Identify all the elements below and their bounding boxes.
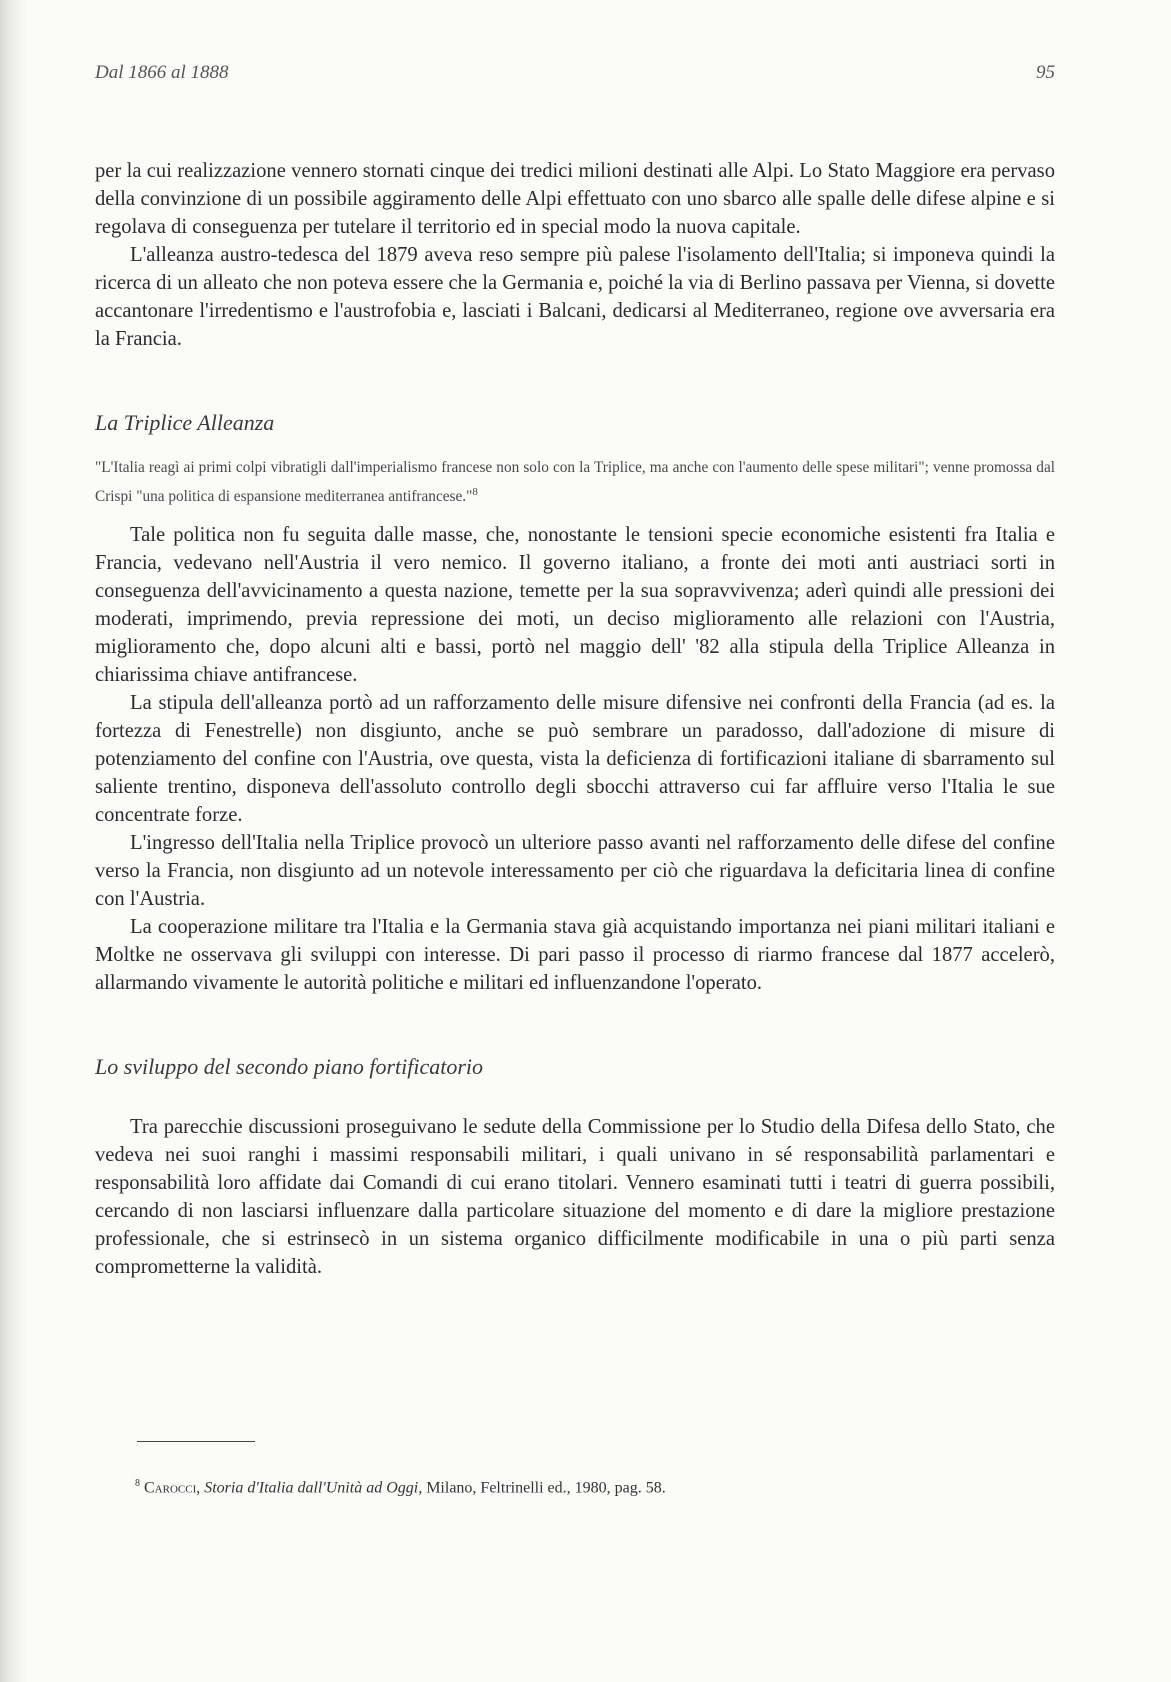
page-number: 95 bbox=[1036, 62, 1055, 83]
page-gutter-shadow bbox=[0, 0, 28, 1682]
footnote-details: Milano, Feltrinelli ed., 1980, pag. 58. bbox=[426, 1479, 666, 1497]
paragraph: L'alleanza austro-tedesca del 1879 aveva reso sempre più palese l'isolamento dell'Italia; si imponeva quindi la ricerca di un alleato che non poteva essere che la Germania e, poiché la via di Berlino passava per Vienna, si dovette accantonare l'irredentismo e l'austrofobia e, lasciati i Balcani, dedicarsi al Mediterraneo, regione ove avversaria era la Francia. bbox=[95, 244, 1055, 350]
paragraph: Tra parecchie discussioni proseguivano le sedute della Commissione per lo Studio della Difesa dello Stato, che vedeva nei suoi ranghi i massimi responsabili militari, i quali univano in sé responsabilità parlamentari e responsabilità loro affidate dai Comandi di cui erano titolari. Vennero esaminati tutti i teatri di guerra possibili, cercando di non lasciarsi influenzare dalla particolare situazione del momento e di dare la migliore prestazione professionale, che si estrinsecò in un sistema organico difficilmente modificabile in una o più parti senza comprometterne la validità. bbox=[95, 1116, 1055, 1279]
block-quote bbox=[95, 455, 1055, 509]
paragraph: L'ingresso dell'Italia nella Triplice provocò un ulteriore passo avanti nel rafforzamento delle difese del confine verso la Francia, non disgiunto ad un notevole interessamento per ciò che riguardava la deficitaria linea di confine con l'Austria. bbox=[95, 832, 1055, 911]
footnote-number: 8 bbox=[135, 1478, 140, 1489]
quote-text: "L'Italia reagì ai primi colpi vibratigli dall'imperialismo francese non solo con la Triplice, ma anche con l'aumento delle spese militari"; venne promossa dal Crispi "una politica di espansione mediterranea antifrancese." bbox=[95, 459, 1055, 506]
paragraph: La stipula dell'alleanza portò ad un rafforzamento delle misure difensive nei confronti della Francia (ad es. la fortezza di Fenestrelle) non disgiunto, anche se può sembrare un paradosso, dall'adozione di misure di potenziamento del confine con l'Austria, ove questa, vista la deficienza di fortificazioni italiane di sbarramento sul saliente trentino, disponeva dell'assoluto controllo degli sbocchi attraverso cui far affluire verso l'Italia le sue concentrate forze. bbox=[95, 692, 1055, 827]
running-title: Dal 1866 al 1888 bbox=[95, 62, 229, 83]
paragraph: Tale politica non fu seguita dalle masse, che, nonostante le tensioni specie economiche esistenti fra Italia e Francia, vedevano nell'Austria il vero nemico. Il governo italiano, a fronte dei moti anti austriaci sorti in conseguenza dell'avvicinamento a questa nazione, temette per la sua sopravvivenza; aderì quindi alle pressioni dei moderati, imprimendo, previa repressione dei moti, un deciso miglioramento alle relazioni con l'Austria, miglioramento che, dopo alcuni alti e bassi, portò nel maggio dell' '82 alla stipula della Triplice Alleanza in chiarissima chiave antifrancese. bbox=[95, 524, 1055, 687]
footnote: $^8$ Carocci, Storia d'Italia dall'Unità ad Oggi, Milano, Feltrinelli ed., 1980, pag. 58. bbox=[135, 1478, 666, 1497]
footnote-author: Carocci bbox=[144, 1479, 197, 1497]
section-title-sviluppo: Lo sviluppo del secondo piano fortificatorio bbox=[95, 1054, 484, 1080]
body-text bbox=[95, 157, 1055, 1281]
footnote-title: Storia d'Italia dall'Unità ad Oggi, bbox=[204, 1479, 423, 1497]
paragraph: per la cui realizzazione vennero stornati cinque dei tredici milioni destinati alle Alpi. Lo Stato Maggiore era pervaso della convinzione di un possibile aggiramento delle Alpi effettuato con uno sbarco alle spalle delle difese alpine e si regolava di conseguenza per tutelare il territorio ed in special modo la nuova capitale. bbox=[95, 160, 1055, 238]
section-title-triplice: La Triplice Alleanza bbox=[95, 410, 275, 435]
footnote-rule bbox=[137, 1441, 255, 1442]
running-head bbox=[95, 62, 1055, 86]
footnote-ref: 8 bbox=[472, 486, 478, 498]
paragraph: La cooperazione militare tra l'Italia e la Germania stava già acquistando importanza nei piani militari italiani e Moltke ne osservava gli sviluppi con interesse. Di pari passo il processo di riarmo francese dal 1877 accelerò, allarmando vivamente le autorità politiche e militari ed influenzandone l'operato. bbox=[95, 916, 1055, 995]
